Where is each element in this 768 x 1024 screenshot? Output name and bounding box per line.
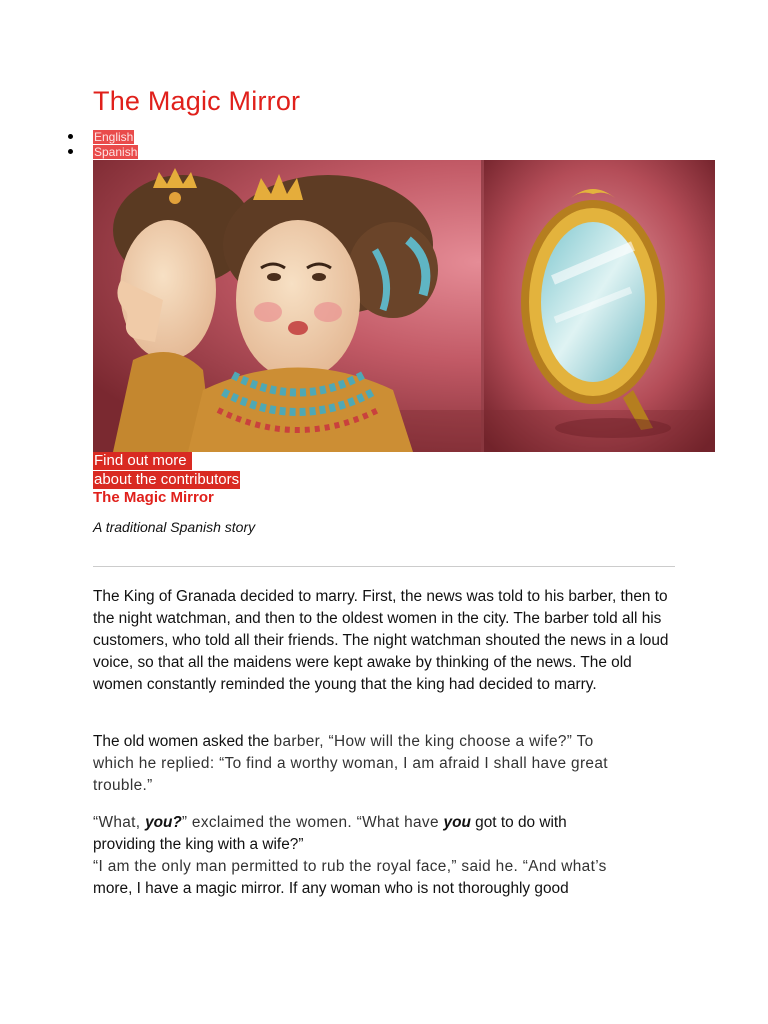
language-item-english	[93, 129, 138, 144]
page-title: The Magic Mirror	[93, 86, 301, 116]
english-link[interactable]: English	[94, 130, 134, 144]
bullet-icon	[68, 134, 73, 139]
story-subtitle: A traditional Spanish story	[93, 519, 256, 535]
story-paragraph-2-line-3: trouble.”	[93, 777, 153, 794]
story-paragraph-2-line-1	[93, 731, 673, 753]
story-paragraph-2-line-2: which he replied: “To find a worthy woman, I am afraid I shall have great	[93, 755, 608, 772]
divider	[93, 566, 675, 567]
story-illustration	[93, 160, 715, 452]
emphasis-text: you?	[145, 814, 182, 831]
story-paragraph-3-line-2: providing the king with a wife?”	[93, 836, 304, 853]
text-fragment: barber, “How will the king choose a wife?” To	[273, 733, 594, 750]
about-contributors-link[interactable]: about the contributors	[94, 471, 240, 488]
text-fragment: got to do with	[470, 814, 567, 831]
language-item-spanish	[93, 144, 138, 159]
story-paragraph-3-line-4: more, I have a magic mirror. If any woman who is not thoroughly good	[93, 880, 569, 897]
story-paragraph-3-line-3: “I am the only man permitted to rub the royal face,” said he. “And what’s	[93, 858, 607, 875]
bullet-icon	[68, 149, 73, 154]
text-fragment: ” exclaimed the women. “What have	[181, 814, 444, 831]
language-list	[93, 129, 138, 159]
text-fragment: The old women asked the	[93, 733, 274, 750]
spanish-link[interactable]: Spanish	[94, 145, 138, 159]
story-paragraph-3-line-1	[93, 812, 673, 834]
story-heading: The Magic Mirror	[93, 489, 214, 506]
find-out-more-link[interactable]: Find out more	[94, 452, 191, 469]
text-fragment: “What,	[93, 814, 146, 831]
story-paragraph-1: The King of Granada decided to marry. First, the news was told to his barber, then to the night watchman, and then to the oldest women in the city. The barber told all his customers, who told all their friends. The night watchman shouted the news in a loud voice, so that all the maidens were kept awake by thinking of the news. The old women constantly reminded the young that the king had decided to marry.	[93, 588, 669, 693]
emphasis-text: you	[443, 814, 471, 831]
